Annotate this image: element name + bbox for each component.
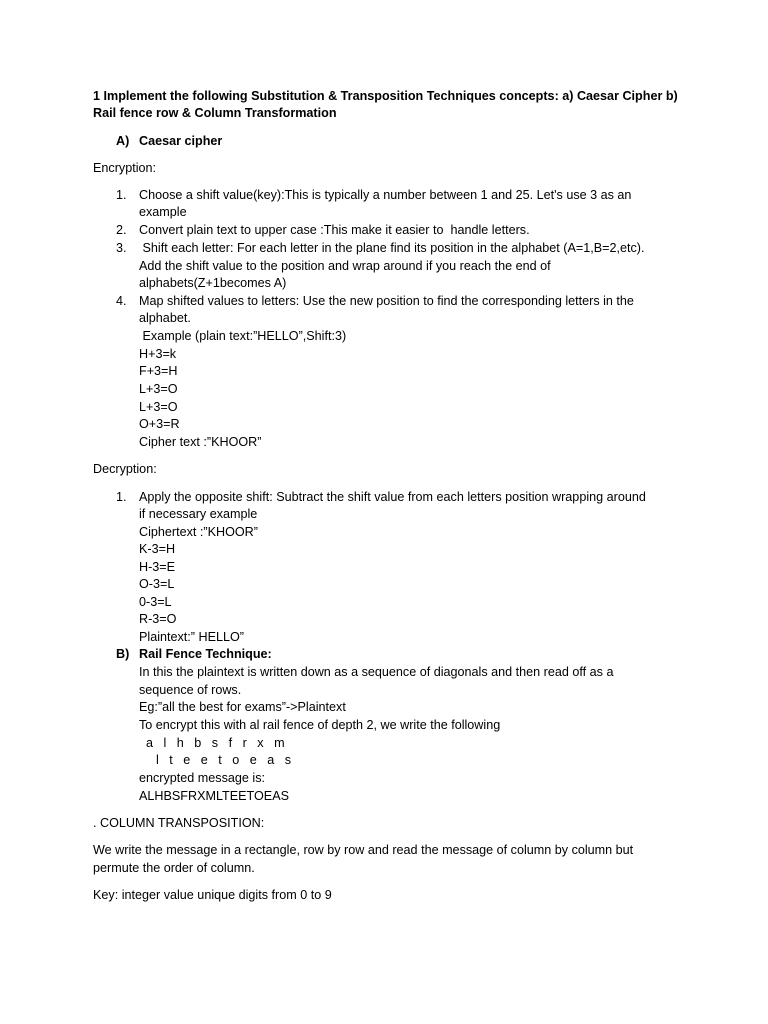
encryption-step-line: alphabets(Z+1becomes A) bbox=[139, 276, 287, 290]
decryption-step-number: 1. bbox=[116, 490, 127, 504]
encryption-step-line: Add the shift value to the position and wrap around if you reach the end of bbox=[139, 259, 551, 273]
column-paragraph-line: We write the message in a rectangle, row by row and read the message of column by column but bbox=[93, 843, 634, 857]
rail-fence-bottom-row: l t e e t o e a s bbox=[156, 753, 292, 767]
title-line-1: 1 Implement the following Substitution & Transposition Techniques concepts: a) Caesar Cipher b) bbox=[93, 89, 678, 103]
rail-fence-line: In this the plaintext is written down as a sequence of diagonals and then read off as a bbox=[139, 665, 614, 679]
decryption-line: H-3=E bbox=[139, 560, 176, 574]
section-a-heading: Caesar cipher bbox=[139, 134, 223, 148]
encryption-step-line: alphabet. bbox=[139, 311, 191, 325]
example-line: F+3=H bbox=[139, 364, 178, 378]
encryption-step-number: 3. bbox=[116, 241, 127, 255]
rail-fence-line: sequence of rows. bbox=[139, 683, 242, 697]
example-line: O+3=R bbox=[139, 417, 180, 431]
example-line: L+3=O bbox=[139, 400, 178, 414]
decryption-line: if necessary example bbox=[139, 507, 258, 521]
encryption-step-line: Map shifted values to letters: Use the new position to find the corresponding letters in the bbox=[139, 294, 634, 308]
decryption-line: 0-3=L bbox=[139, 595, 172, 609]
decryption-line: O-3=L bbox=[139, 577, 175, 591]
section-b-marker: B) bbox=[116, 647, 130, 661]
decryption-label: Decryption: bbox=[93, 462, 157, 476]
rail-fence-ciphertext: ALHBSFRXMLTEETOEAS bbox=[139, 789, 289, 803]
encryption-step-line: example bbox=[139, 205, 187, 219]
column-paragraph-line: permute the order of column. bbox=[93, 861, 255, 875]
encryption-step-number: 4. bbox=[116, 294, 127, 308]
rail-fence-line: To encrypt this with al rail fence of depth 2, we write the following bbox=[139, 718, 501, 732]
rail-fence-line: encrypted message is: bbox=[139, 771, 265, 785]
decryption-line: Ciphertext :”KHOOR” bbox=[139, 525, 258, 539]
decryption-line: K-3=H bbox=[139, 542, 176, 556]
decryption-line: Plaintext:” HELLO” bbox=[139, 630, 244, 644]
example-line: Example (plain text:”HELLO”,Shift:3) bbox=[139, 329, 347, 343]
rail-fence-top-row: a l h b s f r x m bbox=[146, 736, 285, 750]
column-transposition-heading: . COLUMN TRANSPOSITION: bbox=[93, 816, 265, 830]
encryption-step-line: Shift each letter: For each letter in the plane find its position in the alphabet (A=1,B=2,etc). bbox=[139, 241, 645, 255]
encryption-step-number: 1. bbox=[116, 188, 127, 202]
example-line: H+3=k bbox=[139, 347, 177, 361]
decryption-line: R-3=O bbox=[139, 612, 177, 626]
encryption-label: Encryption: bbox=[93, 161, 156, 175]
example-line: Cipher text :”KHOOR” bbox=[139, 435, 262, 449]
encryption-step-line: Choose a shift value(key):This is typically a number between 1 and 25. Let's use 3 as an bbox=[139, 188, 632, 202]
encryption-step-number: 2. bbox=[116, 223, 127, 237]
decryption-line: Apply the opposite shift: Subtract the shift value from each letters position wrapping around bbox=[139, 490, 646, 504]
encryption-step-line: Convert plain text to upper case :This make it easier to handle letters. bbox=[139, 223, 530, 237]
section-a-marker: A) bbox=[116, 134, 130, 148]
section-b-heading: Rail Fence Technique: bbox=[139, 647, 272, 661]
title-line-2: Rail fence row & Column Transformation bbox=[93, 106, 337, 120]
example-line: L+3=O bbox=[139, 382, 178, 396]
column-key-line: Key: integer value unique digits from 0 to 9 bbox=[93, 888, 332, 902]
rail-fence-line: Eg:”all the best for exams”->Plaintext bbox=[139, 700, 346, 714]
